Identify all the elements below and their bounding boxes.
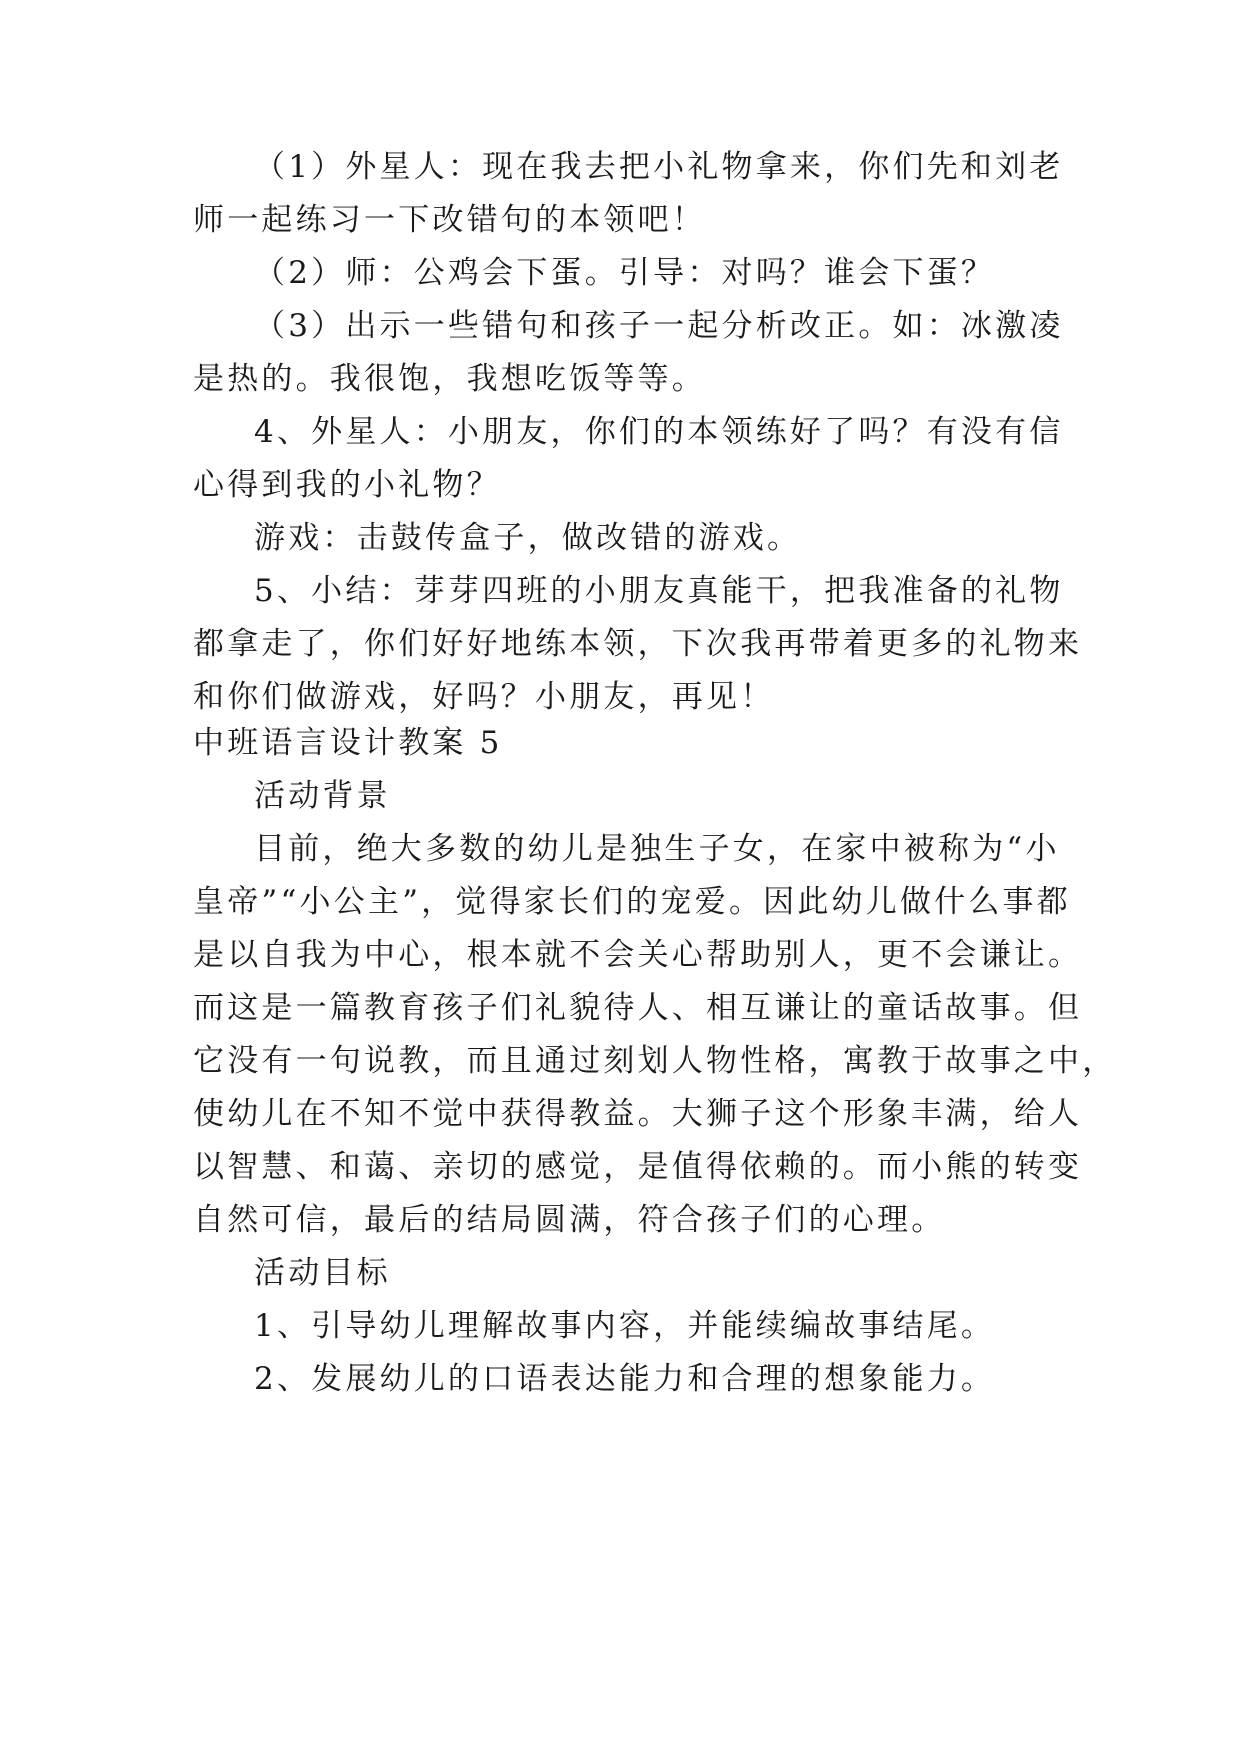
heading-activity-goals: 活动目标 — [254, 1255, 391, 1291]
background-paragraph-line-6: 使幼儿在不知不觉中获得教益。大狮子这个形象丰满，给人 — [193, 1096, 1083, 1132]
paragraph-step-3-line-1: （3）出示一些错句和孩子一起分析改正。如：冰激凌 — [254, 308, 1064, 344]
background-paragraph-line-4: 而这是一篇教育孩子们礼貌待人、相互谦让的童话故事。但 — [193, 990, 1083, 1026]
paragraph-step-3-line-2: 是热的。我很饱，我想吃饭等等。 — [193, 361, 706, 397]
background-paragraph-line-2: 皇帝”“小公主”，觉得家长们的宠爱。因此幼儿做什么事都 — [193, 884, 1071, 920]
paragraph-game: 游戏：击鼓传盒子，做改错的游戏。 — [254, 520, 802, 556]
paragraph-summary-line-1: 5、小结：芽芽四班的小朋友真能干，把我准备的礼物 — [254, 573, 1064, 609]
paragraph-step-2: （2）师：公鸡会下蛋。引导：对吗？谁会下蛋？ — [254, 255, 996, 291]
section-title: 中班语言设计教案 5 — [193, 725, 503, 761]
paragraph-summary-line-2: 都拿走了，你们好好地练本领，下次我再带着更多的礼物来 — [193, 626, 1083, 662]
background-paragraph-line-5: 它没有一句说教，而且通过刻划人物性格，寓教于故事之中， — [193, 1043, 1117, 1079]
background-paragraph-line-1: 目前，绝大多数的幼儿是独生子女，在家中被称为“小 — [254, 831, 1060, 867]
goal-item-1: 1、引导幼儿理解故事内容，并能续编故事结尾。 — [254, 1308, 996, 1344]
background-paragraph-line-7: 以智慧、和蔼、亲切的感觉，是值得依赖的。而小熊的转变 — [193, 1149, 1083, 1185]
background-paragraph-line-3: 是以自我为中心，根本就不会关心帮助别人，更不会谦让。 — [193, 937, 1083, 973]
paragraph-step-1-line-1: （1）外星人：现在我去把小礼物拿来，你们先和刘老 — [254, 149, 1064, 185]
paragraph-summary-line-3: 和你们做游戏，好吗？小朋友，再见！ — [193, 679, 775, 715]
paragraph-step-1-line-2: 师一起练习一下改错句的本领吧！ — [193, 202, 706, 238]
goal-item-2: 2、发展幼儿的口语表达能力和合理的想象能力。 — [254, 1361, 996, 1397]
heading-activity-background: 活动背景 — [254, 778, 391, 814]
paragraph-item-4-line-1: 4、外星人：小朋友，你们的本领练好了吗？有没有信 — [254, 414, 1064, 450]
paragraph-item-4-line-2: 心得到我的小礼物？ — [193, 467, 501, 503]
background-paragraph-line-8: 自然可信，最后的结局圆满，符合孩子们的心理。 — [193, 1202, 946, 1238]
